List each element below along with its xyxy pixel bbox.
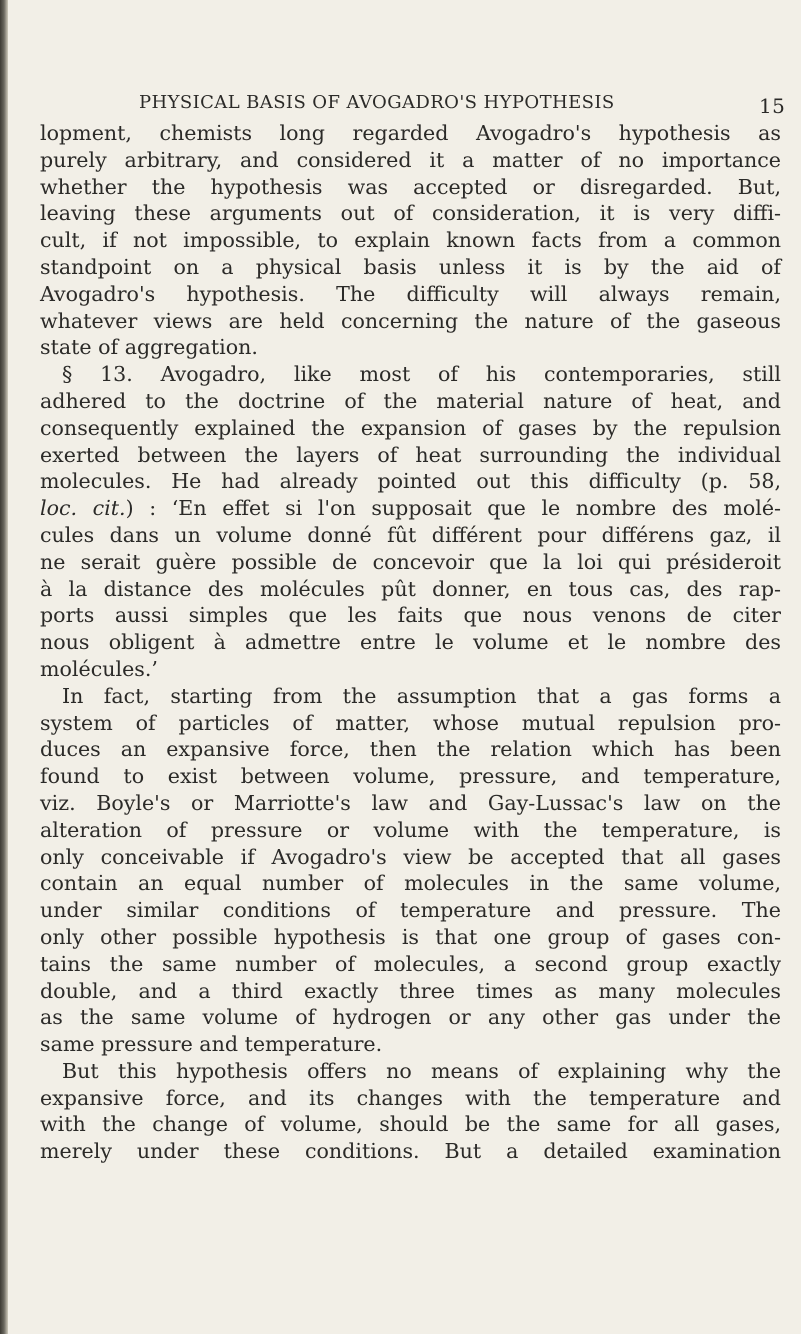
text-line: § 13. Avogadro, like most of his contemporaries, still (62, 362, 781, 387)
text-line: cult, if not impossible, to explain known facts from a common (40, 228, 781, 253)
text-line: leaving these arguments out of consideration, it is very diffi- (40, 201, 781, 226)
text-line: But this hypothesis offers no means of explaining why the (62, 1058, 781, 1083)
text-line: Avogadro's hypothesis. The difficulty will always remain, (40, 281, 781, 306)
text-line: as the same volume of hydrogen or any other gas under the (40, 1005, 781, 1030)
page-number: 15 (759, 94, 786, 118)
text-line: state of aggregation. (40, 335, 258, 360)
text-line: In fact, starting from the assumption that a gas forms a (62, 683, 781, 708)
text-line: merely under these conditions. But a detailed examination (40, 1139, 781, 1164)
text-line: standpoint on a physical basis unless it is by the aid of (40, 254, 781, 279)
text-line: double, and a third exactly three times as many molecules (40, 978, 781, 1003)
text-line: ports aussi simples que les faits que nous venons de citer (40, 603, 781, 628)
text-line: lopment, chemists long regarded Avogadro's hypothesis as (40, 121, 781, 145)
text-line: whatever views are held concerning the nature of the gaseous (40, 308, 781, 333)
text-line: molecules. He had already pointed out this difficulty (p. 58, (40, 469, 781, 494)
text-line: only other possible hypothesis is that one group of gases con- (40, 924, 781, 949)
running-head: PHYSICAL BASIS OF AVOGADRO'S HYPOTHESIS (139, 92, 615, 113)
text-line: purely arbitrary, and considered it a matter of no importance (40, 147, 781, 172)
loc-cit-italic: loc. cit. (40, 496, 126, 521)
text-line: system of particles of matter, whose mutual repulsion pro- (40, 710, 781, 735)
text-line: under similar conditions of temperature and pressure. The (40, 898, 781, 923)
text-line: nous obligent à admettre entre le volume et le nombre des (40, 630, 781, 655)
text-line: contain an equal number of molecules in the same volume, (40, 871, 781, 896)
text-line: exerted between the layers of heat surrounding the individual (40, 442, 781, 467)
text-line: same pressure and temperature. (40, 1032, 383, 1057)
text-line: duces an expansive force, then the relation which has been (40, 737, 781, 762)
text-line: à la distance des molécules pût donner, en tous cas, des rap- (40, 576, 781, 601)
text-line: tains the same number of molecules, a second group exactly (40, 951, 781, 976)
text-line: whether the hypothesis was accepted or disregarded. But, (40, 174, 781, 199)
text-line: viz. Boyle's or Marriotte's law and Gay-Lussac's law on the (40, 790, 781, 815)
text-line: consequently explained the expansion of gases by the repulsion (40, 415, 781, 440)
body-text (40, 120, 781, 1165)
text-line: molécules.’ (40, 656, 158, 681)
text-line: with the change of volume, should be the same for all gases, (40, 1112, 781, 1137)
text-line: ne serait guère possible de concevoir que la loi qui présideroit (40, 549, 781, 574)
book-spine-shadow (0, 0, 8, 1334)
text-line: alteration of pressure or volume with the temperature, is (40, 817, 781, 842)
text-segment: ) : ‘En effet si l'on supposait que le nombre des molé- (125, 496, 781, 521)
text-line-with-italic (40, 495, 781, 522)
text-line: only conceivable if Avogadro's view be accepted that all gases (40, 844, 781, 869)
text-line: found to exist between volume, pressure, and temperature, (40, 764, 781, 789)
text-line: adhered to the doctrine of the material nature of heat, and (40, 388, 781, 413)
text-line: expansive force, and its changes with the temperature and (40, 1085, 781, 1110)
text-line: cules dans un volume donné fût différent pour différens gaz, il (40, 522, 781, 547)
